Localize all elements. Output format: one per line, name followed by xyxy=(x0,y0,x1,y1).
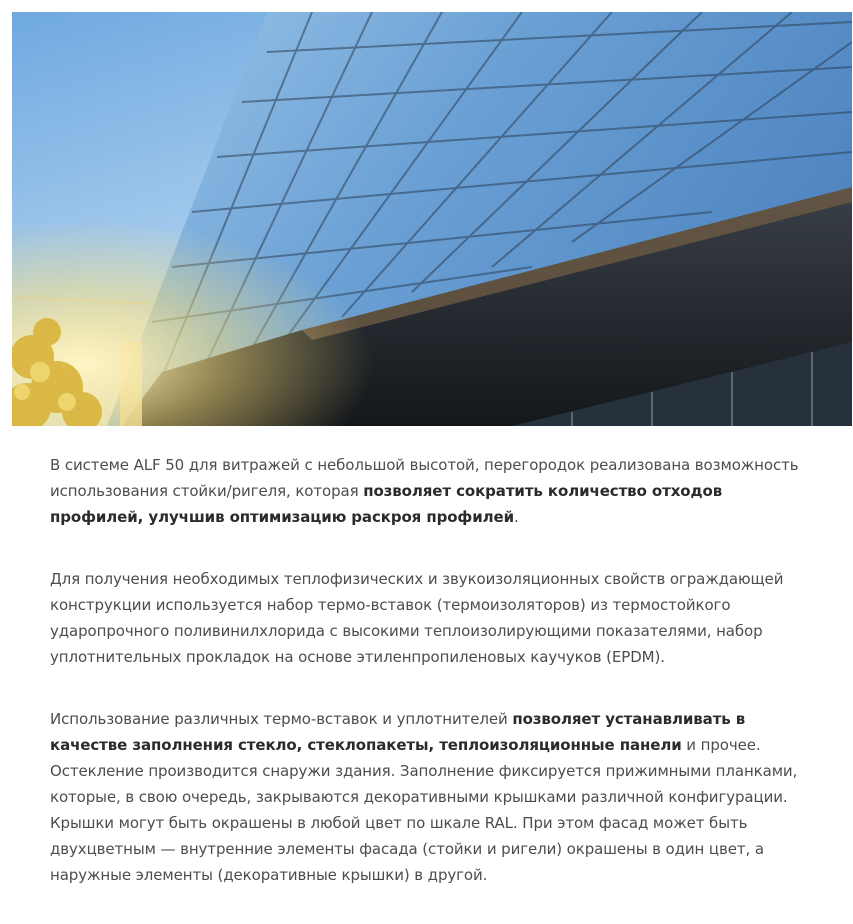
paragraph xyxy=(50,566,820,670)
paragraph xyxy=(50,452,820,530)
hero-image xyxy=(12,12,852,426)
paragraph-text: Для получения необходимых теплофизических и звукоизоляционных свойств ограждающей конструкции используется набор термо-вставок (термоизоляторов) из термостойкого ударопрочного поливинилхлорида с высокими теплоизолирующими показателями, набор уплотнительных прокладок на основе этиленпропиленовых каучуков (EPDM). xyxy=(50,570,784,666)
building-facade-photo xyxy=(12,12,852,426)
paragraph-text: . xyxy=(514,508,519,526)
paragraph-highlight: позволяет сократить количество отходов профилей, улучшив оптимизацию раскроя профилей xyxy=(50,482,723,526)
paragraph-text: и прочее. Остекление производится снаружи здания. Заполнение фиксируется прижимными планками, которые, в свою очередь, закрываются декоративными крышками различной конфигурации. Крышки могут быть окрашены в любой цвет по шкале RAL. При этом фасад может быть двухцветным — внутренние элементы фасада (стойки и ригели) окрашены в один цвет, а наружные элементы (декоративные крышки) в другой. xyxy=(50,736,798,884)
paragraph-highlight: позволяет устанавливать в качестве заполнения стекло, стеклопакеты, теплоизоляционные панели xyxy=(50,710,746,754)
paragraph-text: Использование различных термо-вставок и уплотнителей xyxy=(50,710,513,728)
article-body xyxy=(50,452,820,924)
paragraph-text: В системе ALF 50 для витражей с небольшой высотой, перегородок реализована возможность использования стойки/ригеля, которая xyxy=(50,456,799,500)
paragraph xyxy=(50,706,820,888)
